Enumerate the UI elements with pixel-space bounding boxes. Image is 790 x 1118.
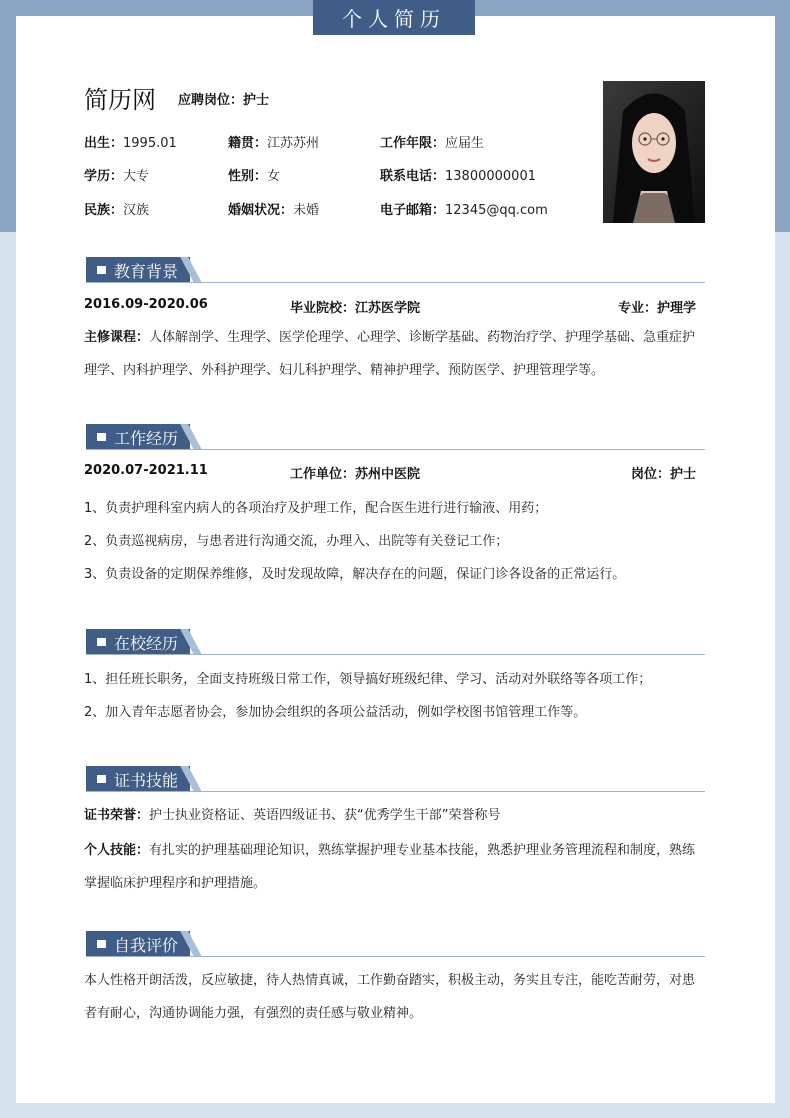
section-divider <box>86 956 705 957</box>
info-phone <box>380 165 536 184</box>
section-header-education <box>86 257 705 285</box>
info-marital <box>228 199 319 218</box>
info-ethnicity <box>84 199 149 218</box>
section-divider <box>86 654 705 655</box>
work-position: 岗位：护士 <box>630 467 696 482</box>
info-value: 应届生 <box>445 136 485 151</box>
info-education <box>84 165 149 184</box>
cert-label: 证书荣誉： <box>84 808 150 823</box>
info-value: 汉族 <box>123 203 150 218</box>
section-tab <box>86 424 190 450</box>
info-value: 女 <box>267 169 281 184</box>
info-value: 1995.01 <box>123 136 177 151</box>
info-label: 电子邮箱： <box>380 203 446 218</box>
info-label: 出生： <box>84 136 124 151</box>
info-value: 13800000001 <box>445 169 536 184</box>
work-item: 1、负责护理科室内病人的各项治疗及护理工作，配合医生进行进行输液、用药； <box>84 501 548 516</box>
section-title: 工作经历 <box>114 428 179 448</box>
self-evaluation-text: 本人性格开朗活泼，反应敏捷，待人热情真诚，工作勤奋踏实，积极主动，务实且专注，能吃苦耐劳，对患者有耐心，沟通协调能力强，有强烈的责任感与敬业精神。 <box>84 973 696 1021</box>
square-icon <box>97 775 106 783</box>
applied-position-label: 应聘岗位： <box>178 93 244 108</box>
work-item: 2、负责巡视病房，与患者进行沟通交流，办理入、出院等有关登记工作； <box>84 534 509 549</box>
square-icon <box>97 940 106 948</box>
info-work-years <box>380 132 484 151</box>
info-label: 籍贯： <box>228 136 268 151</box>
info-label: 联系电话： <box>380 169 446 184</box>
education-school: 毕业院校：江苏医学院 <box>290 301 421 316</box>
candidate-name: 简历网 <box>84 86 156 114</box>
page-title: 个人简历 <box>313 0 475 35</box>
info-gender <box>228 165 280 184</box>
skills-personal <box>84 834 702 900</box>
info-label: 性别： <box>228 169 268 184</box>
section-divider <box>86 791 705 792</box>
section-title: 教育背景 <box>114 261 179 281</box>
section-divider <box>86 449 705 450</box>
info-value: 大专 <box>123 169 150 184</box>
square-icon <box>97 266 106 274</box>
info-hometown <box>228 132 319 151</box>
section-tab <box>86 629 190 655</box>
section-tab <box>86 931 190 957</box>
section-title: 自我评价 <box>114 935 179 955</box>
section-header-self <box>86 931 705 959</box>
work-company: 工作单位：苏州中医院 <box>290 467 421 482</box>
skill-label: 个人技能： <box>84 843 150 858</box>
section-divider <box>86 282 705 283</box>
school-item: 1、担任班长职务，全面支持班级日常工作，领导搞好班级纪律、学习、活动对外联络等各项工作； <box>84 672 652 687</box>
education-courses <box>84 321 702 387</box>
courses-text: 人体解剖学、生理学、医学伦理学、心理学、诊断学基础、药物治疗学、护理学基础、急重症护理学、内科护理学、外科护理学、妇儿科护理学、精神护理学、预防医学、护理管理学等。 <box>84 330 696 378</box>
section-title: 证书技能 <box>114 770 179 790</box>
section-header-skills <box>86 766 705 794</box>
info-label: 民族： <box>84 203 124 218</box>
section-header-work <box>86 424 705 452</box>
square-icon <box>97 638 106 646</box>
courses-label: 主修课程： <box>84 330 150 345</box>
info-value: 江苏苏州 <box>267 136 320 151</box>
applied-position-value: 护士 <box>243 93 270 108</box>
skill-text: 有扎实的护理基础理论知识，熟练掌握护理专业基本技能，熟悉护理业务管理流程和制度，熟练掌握临床护理程序和护理措施。 <box>84 843 696 891</box>
section-tab <box>86 766 190 792</box>
info-label: 婚姻状况： <box>228 203 294 218</box>
section-tab <box>86 257 190 283</box>
education-period: 2016.09-2020.06 <box>84 297 208 312</box>
info-value: 未婚 <box>293 203 320 218</box>
info-value: 12345@qq.com <box>445 203 548 218</box>
profile-photo <box>603 81 705 223</box>
info-birth <box>84 132 177 151</box>
section-title: 在校经历 <box>114 633 179 653</box>
info-label: 学历： <box>84 169 124 184</box>
skills-certificates <box>84 799 702 832</box>
work-period: 2020.07-2021.11 <box>84 463 208 478</box>
info-email <box>380 199 548 218</box>
work-item: 3、负责设备的定期保养维修，及时发现故障，解决存在的问题，保证门诊各设备的正常运行。 <box>84 567 626 582</box>
education-major: 专业：护理学 <box>617 301 696 316</box>
section-header-school <box>86 629 705 657</box>
applied-position <box>178 89 269 108</box>
square-icon <box>97 433 106 441</box>
school-item: 2、加入青年志愿者协会，参加协会组织的各项公益活动，例如学校图书馆管理工作等。 <box>84 705 587 720</box>
info-label: 工作年限： <box>380 136 446 151</box>
cert-text: 护士执业资格证、英语四级证书、获“优秀学生干部”荣誉称号 <box>149 808 501 823</box>
